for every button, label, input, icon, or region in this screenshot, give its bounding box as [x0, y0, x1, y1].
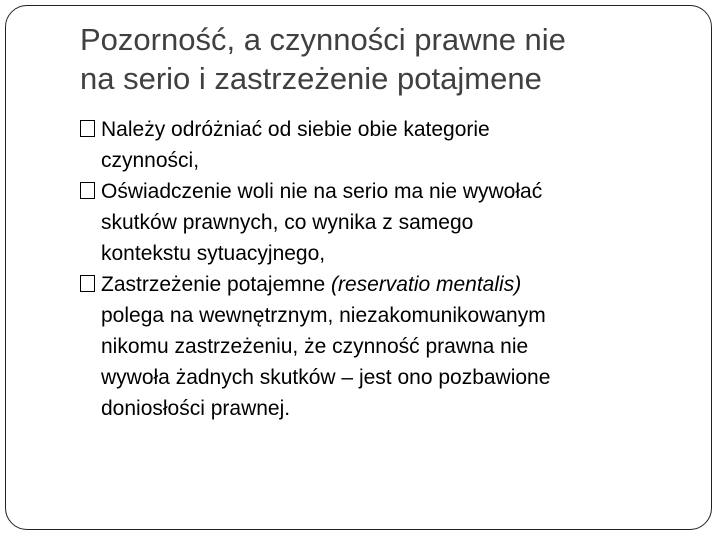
checkbox-bullet-icon [80, 120, 95, 137]
bullet-item [80, 269, 710, 424]
bullet-line: Oświadczenie woli nie na serio ma nie wywołać [101, 180, 543, 203]
bullet-line: polega na wewnętrznym, niezakomunikowanym [101, 304, 546, 327]
bullet-text: Zastrzeżenie potajemne [101, 273, 331, 296]
bullet-line: czynności, [101, 149, 200, 172]
bullet-line: wywoła żadnych skutków – jest ono pozbawione [101, 366, 551, 389]
latin-term: (reservatio mentalis) [330, 273, 522, 296]
bullet-list [80, 114, 710, 424]
title-line-2: na serio i zastrzeżenie potajmene [80, 61, 542, 96]
bullet-item [80, 114, 710, 176]
bullet-line: nikomu zastrzeżeniu, że czynność prawna nie [101, 335, 529, 358]
bullet-line [101, 269, 710, 300]
checkbox-bullet-icon [80, 182, 95, 199]
bullet-line: doniosłości prawnej. [101, 397, 291, 420]
bullet-line: Należy odróżniać od siebie obie kategorie [101, 118, 490, 141]
checkbox-bullet-icon [80, 275, 95, 292]
bullet-line: kontekstu sytuacyjnego, [101, 242, 326, 265]
title-line-1: Pozorność, a czynności prawne nie [80, 22, 566, 57]
bullet-item [80, 176, 710, 269]
bullet-line: skutków prawnych, co wynika z samego [101, 211, 474, 234]
slide-title [80, 20, 700, 98]
